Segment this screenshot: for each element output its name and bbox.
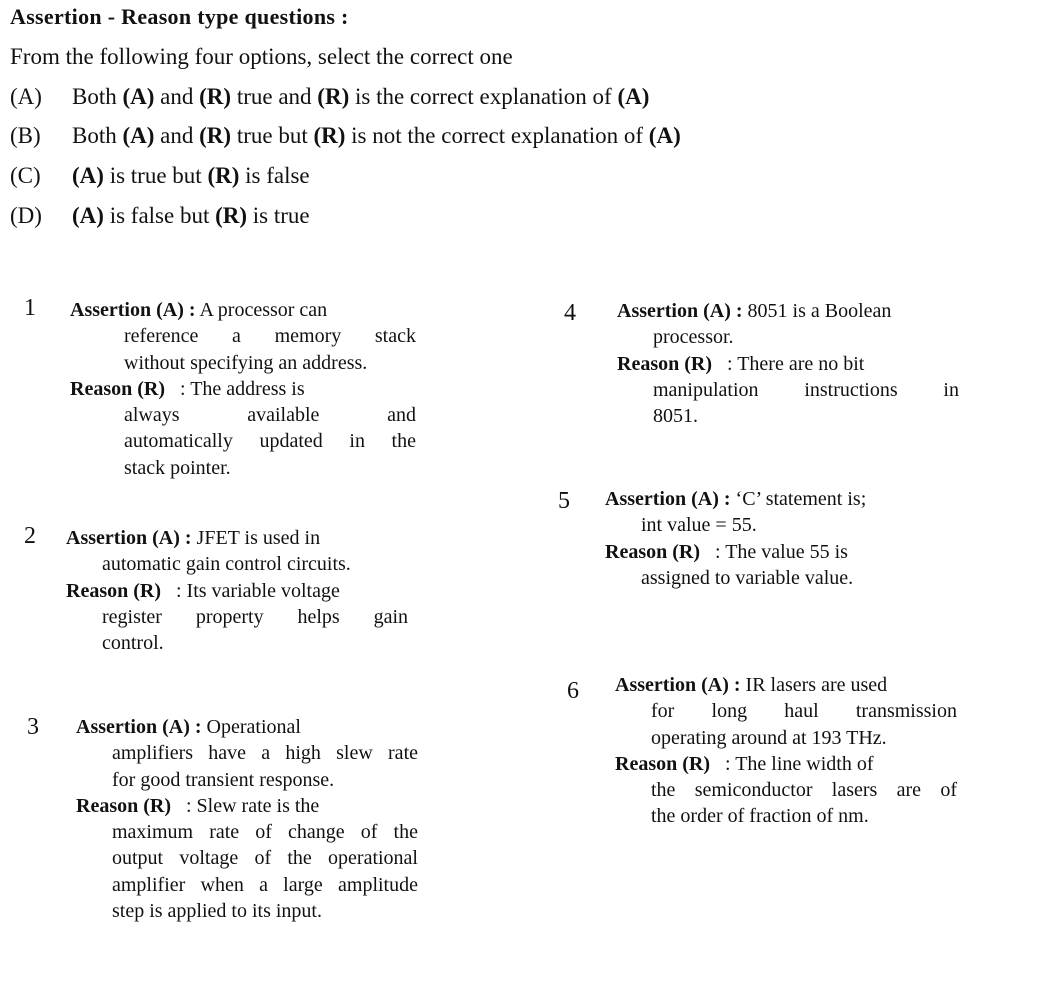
assertion-label: Assertion (A) : — [605, 488, 731, 510]
assertion-line: Assertion (A) : IR lasers are used — [615, 674, 888, 696]
assertion-label: Assertion (A) : — [76, 716, 202, 738]
reason-line: Reason (R) : The value 55 is — [605, 540, 848, 563]
assertion-label: Assertion (A) : — [66, 527, 192, 549]
assertion-line: Assertion (A) : A processor can — [70, 299, 328, 321]
reason-line: Reason (R) : Its variable voltage — [66, 579, 340, 602]
option-letter: (D) — [10, 203, 42, 228]
assertion-label: Assertion (A) : — [615, 674, 741, 696]
reason-line: Reason (R) : Slew rate is the — [76, 794, 320, 817]
assertion-line: Assertion (A) : ‘C’ statement is; — [605, 488, 867, 510]
option-letter: (B) — [10, 123, 41, 148]
option-a: (A) Both (A) and (R) true and (R) is the correct explanation of (A) — [10, 84, 650, 109]
reason-line: Reason (R) : The line width of — [615, 752, 874, 775]
question-number: 2 — [24, 523, 36, 549]
reason-label: Reason (R) — [605, 540, 700, 563]
question-number: 3 — [27, 714, 39, 740]
reason-line: Reason (R) : The address is — [70, 377, 305, 400]
assertion-label: Assertion (A) : — [70, 299, 196, 321]
reason-label: Reason (R) — [70, 377, 165, 400]
question-number: 5 — [558, 488, 570, 514]
assertion-line: Assertion (A) : JFET is used in — [66, 527, 321, 549]
reason-label: Reason (R) — [76, 794, 171, 817]
option-letter: (A) — [10, 84, 42, 109]
reason-line: Reason (R) : There are no bit — [617, 352, 865, 375]
assertion-line: Assertion (A) : 8051 is a Boolean — [617, 300, 892, 322]
option-letter: (C) — [10, 163, 41, 188]
option-b: (B) Both (A) and (R) true but (R) is not the correct explanation of (A) — [10, 123, 681, 148]
option-c: (C) (A) is true but (R) is false — [10, 163, 310, 188]
assertion-line: Assertion (A) : Operational — [76, 716, 301, 738]
question-number: 4 — [564, 300, 576, 326]
reason-label: Reason (R) — [615, 752, 710, 775]
assertion-label: Assertion (A) : — [617, 300, 743, 322]
option-d: (D) (A) is false but (R) is true — [10, 203, 310, 228]
question-number: 1 — [24, 295, 36, 321]
reason-label: Reason (R) — [617, 352, 712, 375]
section-heading: Assertion - Reason type questions : — [10, 4, 349, 29]
instruction-text: From the following four options, select the correct one — [10, 44, 513, 69]
question-number: 6 — [567, 678, 579, 704]
reason-label: Reason (R) — [66, 579, 161, 602]
